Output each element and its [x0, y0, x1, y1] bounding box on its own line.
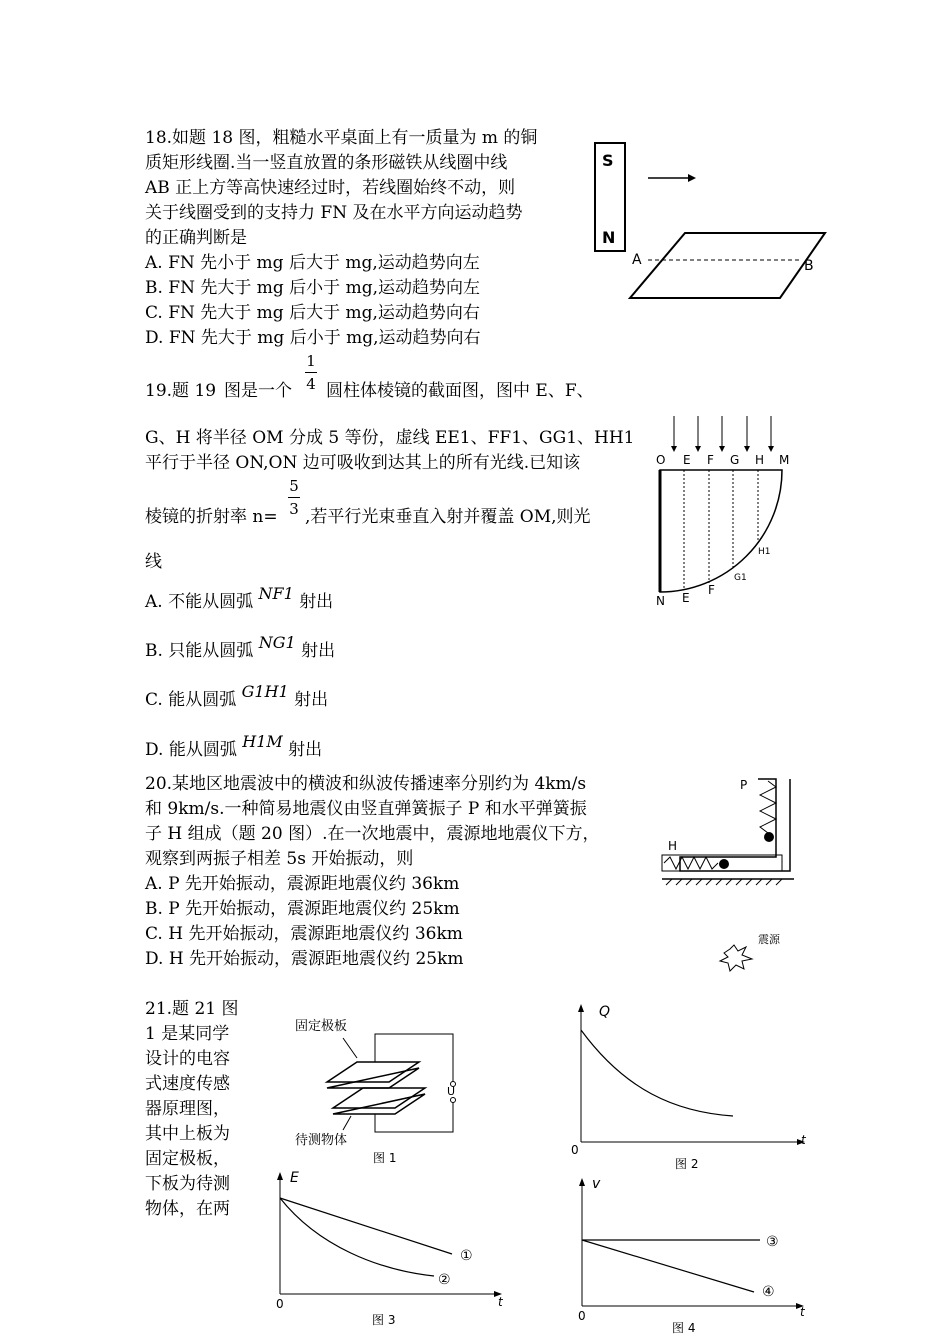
lower-plate-edge: [333, 1094, 425, 1114]
q18-option-a: A. FN 先小于 mg 后大于 mg,运动趋势向左: [145, 253, 480, 273]
index-numerator: 5: [289, 477, 299, 495]
horizontal-spring: [664, 857, 718, 869]
fig2-caption: 图 2: [675, 1157, 699, 1171]
y-arrow-icon: [579, 1178, 585, 1186]
option-b-suffix: 射出: [301, 641, 336, 661]
index-fraction: [288, 477, 300, 518]
top-labels: [656, 453, 789, 467]
q19-line-4-start: 棱镜的折射率 n=: [145, 507, 278, 527]
x-label-t: t: [801, 1133, 806, 1147]
q19-figure-prism: [650, 412, 800, 610]
y-label-v: v: [592, 1176, 601, 1192]
label-m: M: [779, 453, 790, 467]
magnet-s-label: S: [602, 151, 614, 170]
q20-line-2: 和 9km/s.一种简易地震仪由竖直弹簧振子 P 和水平弹簧振: [145, 799, 587, 819]
option-b-text: B. 只能从圆弧: [145, 641, 254, 661]
label-circle-4: ④: [762, 1284, 775, 1300]
fraction-bar: [305, 372, 317, 373]
q18-line-2: 质矩形线圈.当一竖直放置的条形磁铁从线圈中线: [145, 153, 508, 173]
q20-line-1: 20.某地区地震波中的横波和纵波传播速率分别约为 4km/s: [145, 774, 587, 794]
option-a-suffix: 射出: [299, 592, 334, 612]
y-label-q: Q: [599, 1004, 611, 1020]
label-p: P: [740, 778, 748, 792]
quarter-numerator: 1: [306, 352, 316, 370]
dashed-lines: [684, 470, 758, 590]
q19-line-1-mid: 图是一个: [224, 381, 292, 401]
q21-line-1: 21.题 21 图: [145, 999, 239, 1019]
q21-fig2-q-t-graph: [565, 1000, 815, 1175]
q18-option-d: D. FN 先大于 mg 后小于 mg,运动趋势向右: [145, 328, 481, 348]
q18-figure-magnet-coil: [590, 138, 830, 308]
option-a-arc: NF1: [258, 584, 294, 603]
y-arrow-icon: [578, 1004, 584, 1012]
option-b-arc: NG1: [258, 633, 296, 652]
q21-line-7: 固定极板，: [145, 1149, 230, 1169]
label-o: O: [656, 453, 666, 467]
frame: [680, 779, 790, 871]
q19-line-2: G、H 将半径 OM 分成 5 等份，虚线 EE1、FF1、GG1、HH1: [145, 428, 635, 448]
magnet-n-label: N: [602, 228, 616, 247]
q21-line-8: 下板为待测: [145, 1174, 230, 1194]
option-a-text: A. 不能从圆弧: [145, 592, 254, 612]
fixed-plate-label: 固定极板: [295, 1019, 348, 1034]
quarter-denominator: 4: [306, 375, 316, 393]
circuit-wire-bottom: [375, 1102, 453, 1132]
label-g: G: [730, 453, 740, 467]
q21-line-3: 设计的电容: [145, 1049, 230, 1069]
origin-label: 0: [276, 1297, 284, 1311]
q21-line-6: 其中上板为: [145, 1124, 230, 1144]
line-1: [280, 1198, 452, 1254]
quarter-prism-outline: [660, 470, 782, 592]
q20-option-a: A. P 先开始振动，震源距地震仪约 36km: [145, 874, 460, 894]
coil-loop: [630, 233, 825, 298]
y-label-e: E: [290, 1170, 299, 1186]
q19-line-1-end: 圆柱体棱镜的截面图，图中 E、F、: [326, 381, 594, 401]
q21-line-4: 式速度传感: [145, 1074, 230, 1094]
q19-option-c: [145, 682, 329, 711]
vertical-spring: [760, 781, 776, 833]
x-label-t: t: [800, 1305, 805, 1319]
curve-2: [280, 1198, 434, 1276]
option-c-suffix: 射出: [294, 690, 329, 710]
ground-hatch: [666, 879, 782, 885]
y-arrow-icon: [277, 1172, 283, 1180]
fig3-caption: 图 3: [372, 1313, 396, 1327]
q21-fig3-e-t-graph: [268, 1166, 518, 1336]
option-d-text: D. 能从圆弧: [145, 740, 237, 760]
label-e: E: [683, 453, 691, 467]
coil-a-label: A: [632, 252, 642, 268]
q21-line-2: 1 是某同学: [145, 1024, 230, 1044]
origin-label: 0: [571, 1143, 579, 1157]
q19-line-4-end: ,若平行光束垂直入射并覆盖 OM,则光: [305, 507, 591, 527]
fixed-plate-pointer: [343, 1038, 357, 1058]
q19-line-1-start: 19.题 19: [145, 381, 217, 401]
q21-fig4-v-t-graph: [568, 1166, 818, 1336]
label-g1: G1: [734, 573, 747, 583]
fig4-caption: 图 4: [672, 1321, 696, 1335]
q20-line-4: 观察到两振子相差 5s 开始振动，则: [145, 849, 414, 869]
vertical-oscillator-p: [764, 832, 774, 842]
epicenter-burst-icon: [720, 945, 752, 971]
ray-arrowheads: [671, 446, 774, 452]
option-c-arc: G1H1: [241, 682, 289, 701]
label-f1: F: [708, 583, 715, 597]
label-circle-2: ②: [438, 1272, 451, 1288]
q19-option-a: [145, 584, 334, 613]
object-pointer: [343, 1116, 351, 1130]
upper-plate-edge: [327, 1068, 419, 1088]
upper-plate: [327, 1062, 419, 1082]
lower-plate: [333, 1088, 425, 1108]
label-e1: E: [682, 591, 690, 605]
option-c-text: C. 能从圆弧: [145, 690, 237, 710]
q18-line-4: 关于线圈受到的支持力 FN 及在水平方向运动趋势: [145, 203, 523, 223]
coil-b-label: B: [804, 258, 814, 274]
object-label: 待测物体: [295, 1133, 348, 1148]
x-label-t: t: [498, 1295, 503, 1309]
fraction-bar: [288, 497, 300, 498]
q18-option-b: B. FN 先大于 mg 后小于 mg,运动趋势向左: [145, 278, 480, 298]
q-decay-curve: [581, 1030, 733, 1116]
q18-line-3: AB 正上方等高快速经过时，若线圈始终不动，则: [145, 178, 516, 198]
q19-line-5: 线: [145, 552, 162, 572]
q20-line-3: 子 H 组成（题 20 图）.在一次地震中，震源地地震仪下方，: [145, 824, 600, 844]
label-n: N: [656, 594, 665, 608]
label-f: F: [707, 453, 714, 467]
q19-option-d: [145, 732, 323, 761]
q20-option-b: B. P 先开始振动，震源距地震仪约 25km: [145, 899, 460, 919]
index-denominator: 3: [289, 500, 299, 518]
q21-fig1-capacitor: [285, 1010, 475, 1170]
q18-line-1: 18.如题 18 图，粗糙水平桌面上有一质量为 m 的铜: [145, 128, 538, 148]
arrow-head-icon: [688, 174, 696, 182]
label-h: H: [755, 453, 765, 467]
label-h1: H1: [758, 547, 771, 557]
q21-line-5: 器原理图，: [145, 1099, 230, 1119]
terminal-bottom: [451, 1098, 456, 1103]
q18-option-c: C. FN 先大于 mg 后大于 mg,运动趋势向右: [145, 303, 480, 323]
origin-label: 0: [578, 1309, 586, 1323]
incident-rays: [674, 416, 771, 446]
q19-option-b: [145, 633, 336, 662]
q20-figure-seismometer: [658, 775, 798, 975]
q19-line-3: 平行于半径 ON,ON 边可吸收到达其上的所有光线.已知该: [145, 453, 581, 473]
q18-line-5: 的正确判断是: [145, 228, 247, 248]
option-d-arc: H1M: [242, 732, 283, 751]
label-circle-3: ③: [766, 1234, 779, 1250]
label-source: 震源: [758, 933, 780, 946]
voltage-label: U: [447, 1085, 456, 1098]
option-d-suffix: 射出: [288, 740, 323, 760]
q20-option-d: D. H 先开始振动，震源距地震仪约 25km: [145, 949, 464, 969]
label-h: H: [668, 839, 678, 853]
horizontal-oscillator-h: [719, 859, 729, 869]
bottom-labels: [656, 547, 771, 608]
q20-option-c: C. H 先开始振动，震源距地震仪约 36km: [145, 924, 463, 944]
quarter-fraction: [305, 352, 317, 393]
q21-line-9: 物体，在两: [145, 1199, 230, 1219]
label-circle-1: ①: [460, 1248, 473, 1264]
line-4: [582, 1240, 754, 1292]
fig1-caption: 图 1: [373, 1151, 397, 1165]
